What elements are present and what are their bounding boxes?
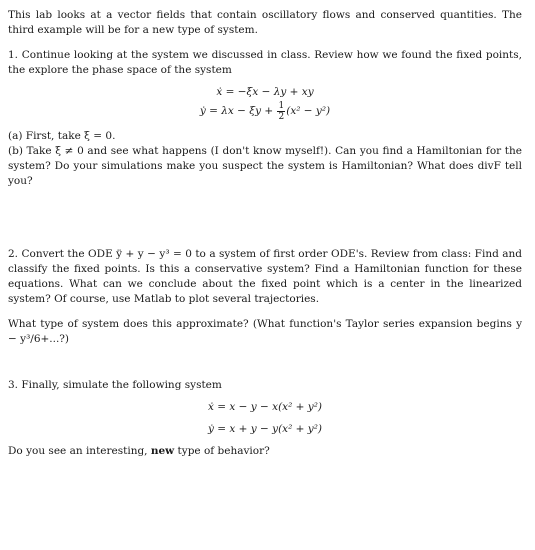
fraction-numerator: 1	[278, 100, 285, 111]
spacer	[8, 393, 522, 400]
question-1-part-b: (b) Take ξ ≠ 0 and see what happens (I don't know myself!). Can you find a Hamiltonian for the system? Do your simulations make you suspect the system is Hamiltonian? What does divF tell you?	[8, 145, 522, 187]
q1-equation-ydot	[8, 100, 522, 122]
closing-text-before: Do you see an interesting,	[8, 445, 151, 457]
question-3-closing	[8, 444, 522, 459]
question-3-text: 3. Finally, simulate the following system	[8, 379, 222, 391]
one-half-fraction	[277, 101, 285, 122]
q1-equation-xdot: ẋ = −ξx − λy + xy	[216, 86, 314, 98]
question-1-part-a: (a) First, take ξ = 0.	[8, 130, 116, 142]
q3-equation-xdot: ẋ = x − y − x(x² + y²)	[207, 401, 323, 413]
lab-document	[8, 8, 522, 459]
intro-paragraph: This lab looks at a vector fields that contain oscillatory flows and conserved quantities. The third example will be for a new type of system.	[8, 9, 522, 36]
q1-equation-ydot-left: ẏ = λx − ξy +	[199, 105, 277, 117]
fraction-denominator: 2	[278, 111, 285, 122]
question-2-text: 2. Convert the ODE ÿ + y − y³ = 0 to a system of first order ODE's. Review from class: Find and classify the fixed points. Is this a conservative system? Find a Hamiltonian function for these equations. What can we conclude about the fixed point which is a center in the linearized system? Of course, use Matlab to plot several trajectories.	[8, 248, 522, 305]
spacer	[8, 347, 522, 378]
q3-equation-ydot: ẏ = x + y − y(x² + y²)	[207, 423, 323, 435]
spacer	[8, 122, 522, 129]
spacer	[8, 307, 522, 317]
spacer	[8, 78, 522, 85]
spacer	[8, 437, 522, 444]
closing-text-after: type of behavior?	[174, 445, 270, 457]
question-1-text: 1. Continue looking at the system we discussed in class. Review how we found the fixed points, the explore the phase space of the system	[8, 49, 522, 76]
closing-text-bold: new	[150, 445, 175, 457]
spacer	[8, 189, 522, 247]
spacer	[8, 38, 522, 48]
question-2-followup: What type of system does this approximate? (What function's Taylor series expansion begins y − y³/6+...?)	[8, 318, 522, 345]
spacer	[8, 415, 522, 422]
q1-equation-ydot-right: (x² − y²)	[286, 105, 331, 117]
